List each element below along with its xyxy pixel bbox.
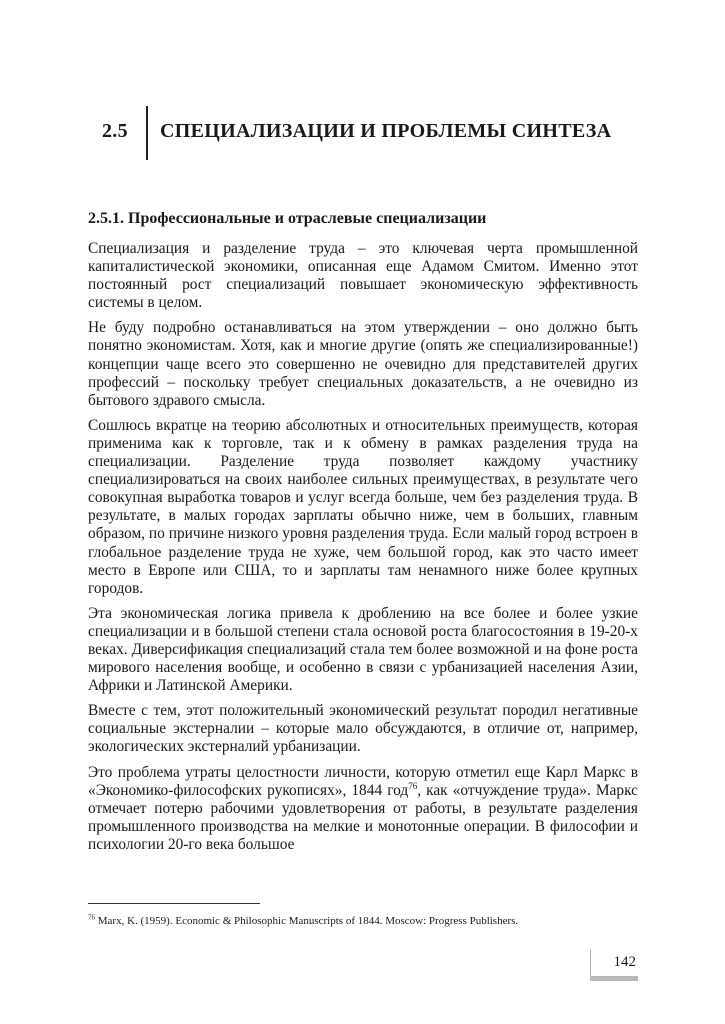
paragraph-4: Эта экономическая логика привела к дроблению на все более и более узкие специализации и в большой степени стала основой роста благосостояния в 19-20-х веках. Диверсификация специализаций стала тем более возможной и на фоне роста мирового населения вообще, и особенно в связи с урбанизацией населения Азии, Африки и Латинской Америки.	[88, 604, 638, 695]
footnote-marker: 76	[88, 913, 95, 922]
paragraph-5: Вместе с тем, этот положительный экономический результат породил негативные социальные экстерналии – которые мало обсуждаются, в отличие от, например, экологических экстерналий урбанизации.	[88, 702, 638, 756]
chapter-number: 2.5	[102, 120, 128, 142]
page-number: 142	[613, 954, 636, 970]
section-heading: 2.5.1. Профессиональные и отраслевые специализации	[88, 210, 487, 227]
paragraph-3: Сошлюсь вкратце на теорию абсолютных и относительных преимуществ, которая применима как к торговле, так и к обмену в рамках разделения труда на специализации. Разделение труда позволяет каждому участнику специализироваться на своих наиболее сильных преимуществах, в результате чего совокупная выработка товаров и услуг всегда больше, чем без разделения труда. В результате, в малых городах зарплаты обычно ниже, чем в больших, главным образом, по причине низкого уровня разделения труда. Если малый город встроен в глобальное разделение труда не хуже, чем большой город, как это часто имеет место в Европе или США, то и зарплаты там ненамного ниже более крупных городов.	[88, 416, 638, 597]
paragraph-6-text-start: Это проблема утраты целостности личности, которую отметил еще Карл Маркс в «Экономико-философских рукописях», 1844 год	[88, 763, 638, 799]
chapter-divider	[146, 106, 148, 160]
page-number-underline	[590, 976, 638, 981]
paragraph-1: Специализация и разделение труда – это ключевая черта промышленной капиталистической экономики, описанная еще Адамом Смитом. Именно этот постоянный рост специализаций повышает экономическую эффективность системы в целом.	[88, 240, 638, 312]
paragraph-6	[88, 764, 638, 854]
footnote-reference[interactable]: 76	[408, 780, 418, 791]
chapter-header	[88, 106, 648, 160]
page-number-box	[590, 950, 638, 977]
paragraph-2: Не буду подробно останавливаться на этом утверждении – оно должно быть понятно экономистам. Хотя, как и многие другие (опять же специализированные!) концепции чаще всего это совершенно не очевидно для представителей других профессий – поскольку требует специальных доказательств, а не очевидно из бытового здравого смысла.	[88, 319, 638, 409]
chapter-title: СПЕЦИАЛИЗАЦИИ И ПРОБЛЕМЫ СИНТЕЗА	[160, 120, 612, 142]
footnote	[88, 914, 648, 928]
footnote-divider	[88, 903, 260, 904]
body-text	[88, 240, 638, 861]
footnote-text: Marx, K. (1959). Economic & Philosophic Manuscripts of 1844. Moscow: Progress Publishers.	[95, 915, 519, 927]
paragraph-6-text-end: , как «отчуждение труда». Маркс отмечает потерю рабочими удовлетворения от работы, в результате разделения промышленного производства на мелкие и монотонные операции. В философии и психологии 20-го века большое	[88, 781, 638, 853]
